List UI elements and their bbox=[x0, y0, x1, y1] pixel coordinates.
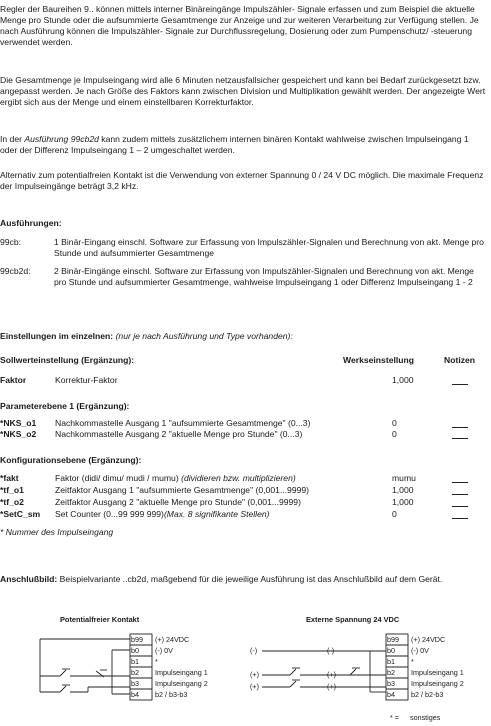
terminal-b3-right: b3 bbox=[387, 679, 395, 688]
terminal-label-left: Impulseingang 1 bbox=[155, 668, 208, 677]
terminal-b2-left: b2 bbox=[131, 668, 139, 677]
terminal-b2-right: b2 bbox=[387, 668, 395, 677]
setting-value: 1,000 bbox=[392, 497, 414, 507]
setting-description: Nachkommastelle Ausgang 1 "aufsummierte Gesamtmenge" (0...3) bbox=[55, 418, 311, 428]
einstellungen-heading: Einstellungen im einzelnen: (nur je nach Ausführung und Type vorhanden): bbox=[0, 331, 293, 341]
terminal-b0-right: b0 bbox=[387, 646, 395, 655]
polarity-sign: (+) bbox=[327, 670, 336, 679]
parameter-heading: Parameterebene 1 (Ergänzung): bbox=[0, 401, 130, 411]
intro-paragraph-3: In der Ausführung 99cb2d kann zudem mittels zusätzlichem internen binären Kontakt wahlweise zwischen Impulseingang 1 oder der Differenz Impulseingang 1 – 2 umgeschaltet werden. bbox=[0, 134, 469, 155]
diagram-right-title: Externe Spannung 24 VDC bbox=[306, 615, 400, 624]
setting-code: *SetC_sm bbox=[0, 509, 41, 519]
setting-description: Set Counter (0...99 999 999)(Max. 8 signifikante Stellen) bbox=[55, 509, 270, 519]
terminal-b1-left: b1 bbox=[131, 657, 139, 666]
diagram-left-title: Potentialfreier Kontakt bbox=[60, 615, 140, 624]
notes-blank bbox=[452, 418, 468, 428]
setting-row bbox=[0, 375, 491, 386]
polarity-sign: (+) bbox=[250, 682, 259, 691]
terminal-label-right: Impulseingang 1 bbox=[411, 668, 464, 677]
setting-description: Zeitfaktor Ausgang 2 "aktuelle Menge pro Stunde" (0,001...9999) bbox=[55, 497, 301, 507]
setting-code: *NKS_o2 bbox=[0, 429, 37, 439]
notes-blank bbox=[452, 485, 468, 495]
setting-row bbox=[0, 485, 491, 496]
terminal-label-right: b2 / b2-b3 bbox=[411, 690, 444, 699]
setting-value: 0 bbox=[392, 429, 397, 439]
setting-value: 1,000 bbox=[392, 485, 414, 495]
column-notizen: Notizen bbox=[444, 355, 476, 365]
polarity-sign: (-) bbox=[250, 646, 258, 655]
terminal-b99-right: b99 bbox=[387, 635, 399, 644]
anschluss-text: Anschlußbild: Beispielvariante ..cb2d, maßgebend für die jeweilige Ausführung ist das Anschlußbild auf dem Gerät. bbox=[0, 574, 443, 584]
setting-value: 1,000 bbox=[392, 375, 414, 385]
variant-code-99cb: 99cb: bbox=[0, 237, 22, 247]
terminal-label-right: (+) 24VDC bbox=[411, 635, 446, 644]
terminal-b3-left: b3 bbox=[131, 679, 139, 688]
legend-star: * = bbox=[390, 713, 399, 722]
terminal-label-left: Impulseingang 2 bbox=[155, 679, 208, 688]
setting-row bbox=[0, 497, 491, 508]
terminal-b0-left: b0 bbox=[131, 646, 139, 655]
setting-description: Nachkommastelle Ausgang 2 "aktuelle Menge pro Stunde" (0...3) bbox=[55, 429, 303, 439]
notes-blank bbox=[452, 473, 468, 483]
terminal-label-left: * bbox=[155, 657, 158, 666]
setting-row bbox=[0, 429, 491, 440]
setting-row bbox=[0, 509, 491, 520]
terminal-b99-left: b99 bbox=[131, 635, 143, 644]
setting-description: Korrektur-Faktor bbox=[55, 375, 118, 385]
variant-code-99cb2d: 99cb2d: bbox=[0, 266, 31, 276]
setting-row bbox=[0, 473, 491, 484]
column-werkseinstellung: Werkseinstellung bbox=[343, 355, 414, 365]
setting-value: mumu bbox=[392, 473, 416, 483]
notes-blank bbox=[452, 375, 468, 385]
terminal-label-right: (-) 0V bbox=[411, 646, 429, 655]
variant-text-99cb: 1 Binär-Eingang einschl. Software zur Erfassung von Impulszähler-Signalen und Berechnung von akt. Menge pro Stunde und aufsummierter Gesamtmenge bbox=[54, 237, 484, 258]
variant-text-99cb2d: 2 Binär-Eingänge einschl. Software zur Erfassung von Impulszähler-Signalen und Berechnung von akt. Menge pro Stunde und aufsummierter Gesamtmenge, wahlweise Impulseingang 1 oder Differenz Impulseingang 1 - 2 bbox=[54, 266, 474, 287]
terminal-label-right: Impulseingang 2 bbox=[411, 679, 464, 688]
terminal-label-left: (-) 0V bbox=[155, 646, 173, 655]
wiring-diagrams bbox=[0, 630, 491, 726]
legend-text: sonstiges bbox=[410, 713, 441, 722]
sollwert-heading: Sollwerteinstellung (Ergänzung): bbox=[0, 355, 135, 365]
konfiguration-heading: Konfigurationsebene (Ergänzung): bbox=[0, 455, 142, 465]
terminal-b4-right: b4 bbox=[387, 690, 395, 699]
setting-code: Faktor bbox=[0, 375, 27, 385]
setting-description: Zeitfaktor Ausgang 1 "aufsummierte Gesamtmenge" (0,001...9999) bbox=[55, 485, 310, 495]
setting-value: 0 bbox=[392, 418, 397, 428]
notes-blank bbox=[452, 509, 468, 519]
terminal-label-left: b2 / b3-b3 bbox=[155, 690, 188, 699]
setting-code: *tf_o2 bbox=[0, 497, 24, 507]
setting-description: Faktor (didi/ dimu/ mudi / mumu) (dividieren bzw. multiplizieren) bbox=[55, 473, 296, 483]
intro-paragraph-4: Alternativ zum potentialfreien Kontakt ist die Verwendung von externer Spannung 0 / 24 V DC möglich. Die maximale Frequenz der Impulseingänge beträgt 3,2 kHz. bbox=[0, 170, 484, 191]
footnote: * Nummer des Impulseingang bbox=[0, 527, 114, 537]
intro-paragraph-1: Regler der Baureihen 9.. können mittels interner Binäreingänge Impulszähler- Signale erfassen und zum Beispiel die aktuelle Menge pro Stunde oder die aufsummierte Gesamtmenge zur Anzeige und zur weiteren Verarbeitung zur Verfügung stellen. Je nach Ausführung können die Impulszähler- Signale zur Durchflussregelung, Dosierung oder zum Pumpenschutz/ -steuerung verwendet werden. bbox=[0, 4, 479, 47]
setting-row bbox=[0, 418, 491, 429]
intro-paragraph-2: Die Gesamtmenge je Impulseingang wird alle 6 Minuten netzausfallsicher gespeichert und kann bei Bedarf zurückgesetzt bzw. angepasst werden. Je nach Größe des Faktors kann zwischen Division und Multiplikation gewählt werden. Der angezeigte Wert ergibt sich aus der Menge und einem einstellbaren Korrekturfaktor. bbox=[0, 75, 486, 107]
setting-code: *tf_o1 bbox=[0, 485, 24, 495]
notes-blank bbox=[452, 429, 468, 439]
ausfuehrungen-heading: Ausführungen: bbox=[0, 218, 62, 228]
setting-value: 0 bbox=[392, 509, 397, 519]
notes-blank bbox=[452, 497, 468, 507]
polarity-sign: (-) bbox=[327, 646, 335, 655]
terminal-label-left: (+) 24VDC bbox=[155, 635, 190, 644]
setting-code: *fakt bbox=[0, 473, 19, 483]
setting-code: *NKS_o1 bbox=[0, 418, 37, 428]
terminal-label-right: * bbox=[411, 657, 414, 666]
terminal-b4-left: b4 bbox=[131, 690, 139, 699]
polarity-sign: (+) bbox=[327, 682, 336, 691]
polarity-sign: (+) bbox=[250, 670, 259, 679]
terminal-b1-right: b1 bbox=[387, 657, 395, 666]
